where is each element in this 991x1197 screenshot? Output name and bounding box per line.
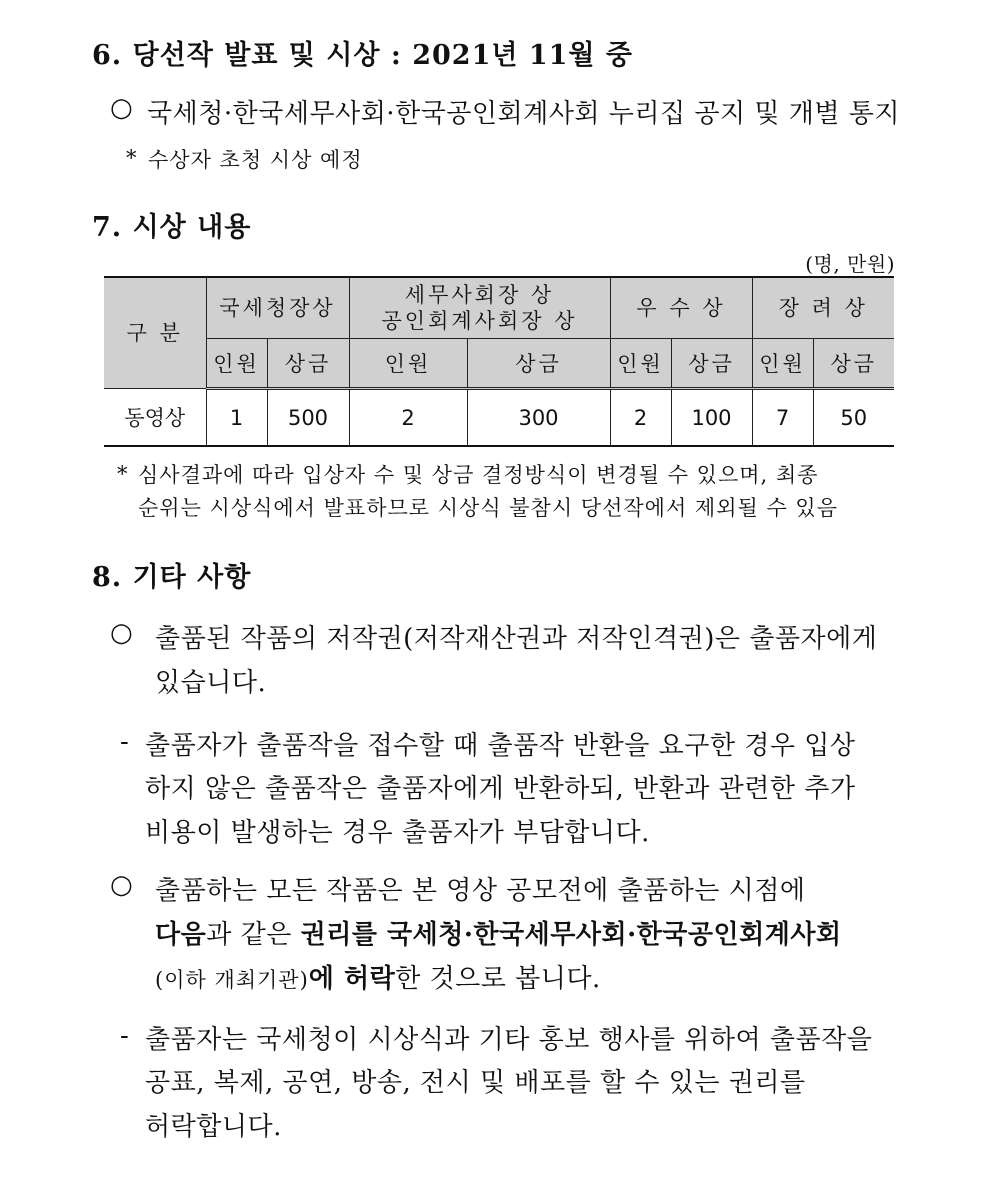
subheader-prize: 상금	[267, 339, 349, 389]
bold-phrase: 에 허락	[308, 964, 396, 994]
bold-phrase: 다음	[155, 920, 207, 950]
bullet-marker: ○	[110, 618, 134, 648]
bullet-marker: ○	[110, 870, 134, 900]
award-group-header-line: 공인회계사회장 상	[381, 309, 578, 333]
paragraph-line: 출품자는 국세청이 시상식과 기타 홍보 행사를 위하여 출품작을	[145, 1025, 873, 1055]
table-cell: 2	[610, 389, 671, 447]
paragraph-line: 출품하는 모든 작품은 본 영상 공모전에 출품하는 시점에	[155, 876, 806, 906]
subheader-count: 인원	[349, 339, 467, 389]
dash-marker: -	[120, 727, 130, 757]
section-6-bullet-marker: ○	[110, 93, 134, 123]
plain-phrase: 한 것으로 봅니다.	[395, 964, 601, 994]
paragraph-line: 허락합니다.	[145, 1112, 282, 1142]
section-6-note-marker: *	[126, 146, 138, 170]
section-8-heading: 8. 기타 사항	[92, 562, 252, 593]
parenthetical: (이하 개최기관)	[155, 968, 309, 992]
table-cell: 50	[813, 389, 894, 447]
award-group-header: 우 수 상	[610, 277, 752, 339]
section-6-bullet: 국세청·한국세무사회·한국공인회계사회 누리집 공지 및 개별 통지	[147, 99, 900, 129]
subheader-count: 인원	[752, 339, 813, 389]
section-7-note-text: 심사결과에 따라 입상자 수 및 상금 결정방식이 변경될 수 있으며, 최종	[138, 463, 819, 487]
table-cell: 300	[467, 389, 610, 447]
section-7-note-line	[138, 492, 894, 522]
paragraph-line: 출품자가 출품작을 접수할 때 출품작 반환을 요구한 경우 입상	[145, 731, 856, 761]
section-7-note-line	[138, 459, 894, 489]
paragraph-line: 출품된 작품의 저작권(저작재산권과 저작인격권)은 출품자에게	[155, 624, 878, 654]
table-unit-label: (명, 만원)	[805, 252, 895, 276]
section-6-heading: 6. 당선작 발표 및 시상 : 2021년 11월 중	[92, 40, 633, 71]
award-group-header-line: 세무사회장 상	[404, 283, 555, 307]
bold-phrase: 권리를 국세청·한국세무사회·한국공인회계사회	[300, 920, 842, 950]
paragraph-line	[155, 958, 601, 995]
section-7-note-text: 순위는 시상식에서 발표하므로 시상식 불참시 당선작에서 제외될 수 있음	[138, 496, 838, 520]
table-row	[104, 389, 894, 447]
subheader-count: 인원	[610, 339, 671, 389]
table-cell: 1	[206, 389, 267, 447]
paragraph-line: 하지 않은 출품작은 출품자에게 반환하되, 반환과 관련한 추가	[145, 774, 856, 804]
table-cell: 100	[671, 389, 752, 447]
paragraph-line: 있습니다.	[155, 668, 267, 698]
subheader-prize: 상금	[671, 339, 752, 389]
row-label: 동영상	[104, 389, 206, 447]
subheader-prize: 상금	[813, 339, 894, 389]
section-6-note: 수상자 초청 시상 예정	[148, 148, 363, 172]
subheader-prize: 상금	[467, 339, 610, 389]
paragraph-line: 비용이 발생하는 경우 출품자가 부담합니다.	[145, 818, 650, 848]
category-header: 구 분	[104, 277, 206, 389]
table-cell: 7	[752, 389, 813, 447]
plain-phrase: 과 같은	[206, 920, 301, 950]
award-group-header	[349, 277, 610, 339]
award-group-header: 국세청장상	[206, 277, 349, 339]
section-7-note-marker: *	[117, 462, 129, 486]
section-7-heading: 7. 시상 내용	[92, 212, 252, 243]
awards-table	[104, 276, 894, 447]
dash-marker: -	[120, 1021, 130, 1051]
table-cell: 2	[349, 389, 467, 447]
subheader-count: 인원	[206, 339, 267, 389]
paragraph-line: 공표, 복제, 공연, 방송, 전시 및 배포를 할 수 있는 권리를	[145, 1068, 806, 1098]
award-group-header: 장 려 상	[752, 277, 894, 339]
table-cell: 500	[267, 389, 349, 447]
paragraph-line	[155, 914, 842, 951]
